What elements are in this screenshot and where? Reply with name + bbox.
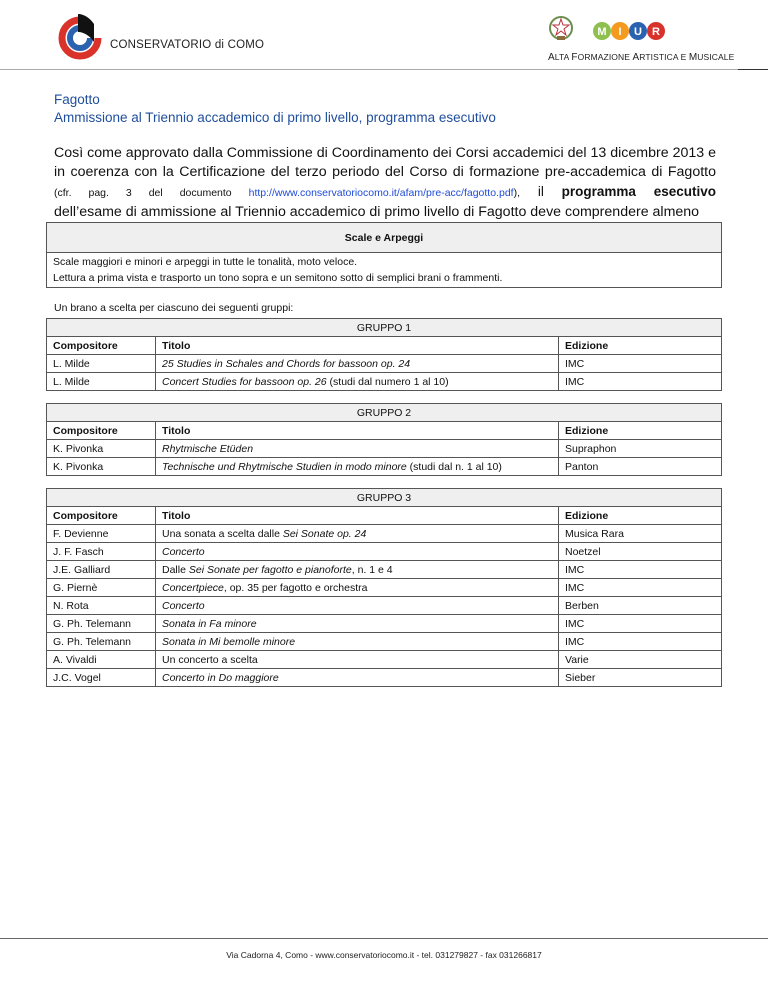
group-3-table bbox=[46, 488, 722, 687]
table-row: G. Ph. Telemann Sonata in Mi bemolle minore IMC bbox=[47, 633, 722, 651]
page-footer: Via Cadorna 4, Como - www.conservatoriocomo.it - tel. 031279827 - fax 031266817 bbox=[226, 950, 542, 960]
miur-letter-i: I bbox=[618, 26, 622, 38]
table-row: N. Rota Concerto Berben bbox=[47, 597, 722, 615]
scales-body: Scale maggiori e minori e arpeggi in tutte le tonalità, moto veloce. Lettura a prima vista e trasporto un tono sopra e un semitono sotto di semplici brani o frammenti. bbox=[47, 253, 722, 288]
afam-caption: ALTA FORMAZIONE ARTISTICA E MUSICALE bbox=[548, 52, 735, 63]
groups-intro: Un brano a scelta per ciascuno dei seguenti gruppi: bbox=[54, 302, 294, 314]
table-row: L. Milde 25 Studies in Schales and Chords for bassoon op. 24 IMC bbox=[47, 355, 722, 373]
italian-republic-emblem bbox=[548, 14, 574, 42]
miur-logo bbox=[592, 20, 672, 42]
group-3-heading: GRUPPO 3 bbox=[47, 489, 722, 507]
table-row: J.E. Galliard Dalle Sei Sonate per fagotto e pianoforte, n. 1 e 4 IMC bbox=[47, 561, 722, 579]
table-row: K. Pivonka Rhytmische Etüden Supraphon bbox=[47, 440, 722, 458]
miur-letter-m: M bbox=[597, 26, 607, 38]
intro-line-2: in coerenza con la Certificazione del terzo periodo del Corso di formazione pre-accademica di Fagotto bbox=[54, 164, 716, 180]
table-row: J.C. Vogel Concerto in Do maggiore Sieber bbox=[47, 669, 722, 687]
page-title: Fagotto bbox=[54, 92, 100, 107]
scales-table bbox=[46, 222, 722, 288]
scales-heading: Scale e Arpeggi bbox=[47, 223, 722, 253]
table-row: G. Ph. Telemann Sonata in Fa minore IMC bbox=[47, 615, 722, 633]
page-header bbox=[0, 0, 768, 70]
col-composer: Compositore bbox=[47, 422, 156, 440]
miur-letter-u: U bbox=[634, 26, 642, 38]
table-row: K. Pivonka Technische und Rhytmische Studien in modo minore (studi dal n. 1 al 10) Panton bbox=[47, 458, 722, 476]
col-composer: Compositore bbox=[47, 507, 156, 525]
col-edition: Edizione bbox=[559, 507, 722, 525]
col-composer: Compositore bbox=[47, 337, 156, 355]
footer-divider bbox=[0, 938, 768, 939]
table-row: G. Piernè Concertpiece, op. 35 per fagotto e orchestra IMC bbox=[47, 579, 722, 597]
header-divider bbox=[0, 69, 738, 70]
table-row: L. Milde Concert Studies for bassoon op. 26 (studi dal numero 1 al 10) IMC bbox=[47, 373, 722, 391]
intro-line-4: dell’esame di ammissione al Triennio accademico di primo livello di Fagotto deve comprendere almeno bbox=[54, 204, 700, 220]
table-row: F. Devienne Una sonata a scelta dalle Sei Sonate op. 24 Musica Rara bbox=[47, 525, 722, 543]
intro-paragraph bbox=[54, 144, 716, 222]
table-row: J. F. Fasch Concerto Noetzel bbox=[47, 543, 722, 561]
miur-letter-r: R bbox=[652, 26, 660, 38]
col-title: Titolo bbox=[156, 337, 559, 355]
conservatorio-logo bbox=[54, 12, 106, 64]
group-2-table bbox=[46, 403, 722, 476]
col-title: Titolo bbox=[156, 422, 559, 440]
page-subtitle: Ammissione al Triennio accademico di primo livello, programma esecutivo bbox=[54, 110, 496, 125]
col-edition: Edizione bbox=[559, 337, 722, 355]
intro-line-1: Così come approvato dalla Commissione di Coordinamento dei Corsi accademici del 13 dicembre 2013 e bbox=[54, 145, 716, 161]
document-link[interactable]: http://www.conservatoriocomo.it/afam/pre-acc/fagotto.pdf bbox=[248, 187, 514, 199]
header-divider-accent bbox=[738, 69, 768, 70]
institution-name: CONSERVATORIO di COMO bbox=[110, 39, 265, 51]
table-row: A. Vivaldi Un concerto a scelta Varie bbox=[47, 651, 722, 669]
col-title: Titolo bbox=[156, 507, 559, 525]
group-1-heading: GRUPPO 1 bbox=[47, 319, 722, 337]
group-1-table bbox=[46, 318, 722, 391]
group-2-heading: GRUPPO 2 bbox=[47, 404, 722, 422]
col-edition: Edizione bbox=[559, 422, 722, 440]
intro-line-3: (cfr. pag. 3 del documento http://www.conservatoriocomo.it/afam/pre-acc/fagotto.pdf), il programma esecutivo bbox=[54, 184, 716, 199]
